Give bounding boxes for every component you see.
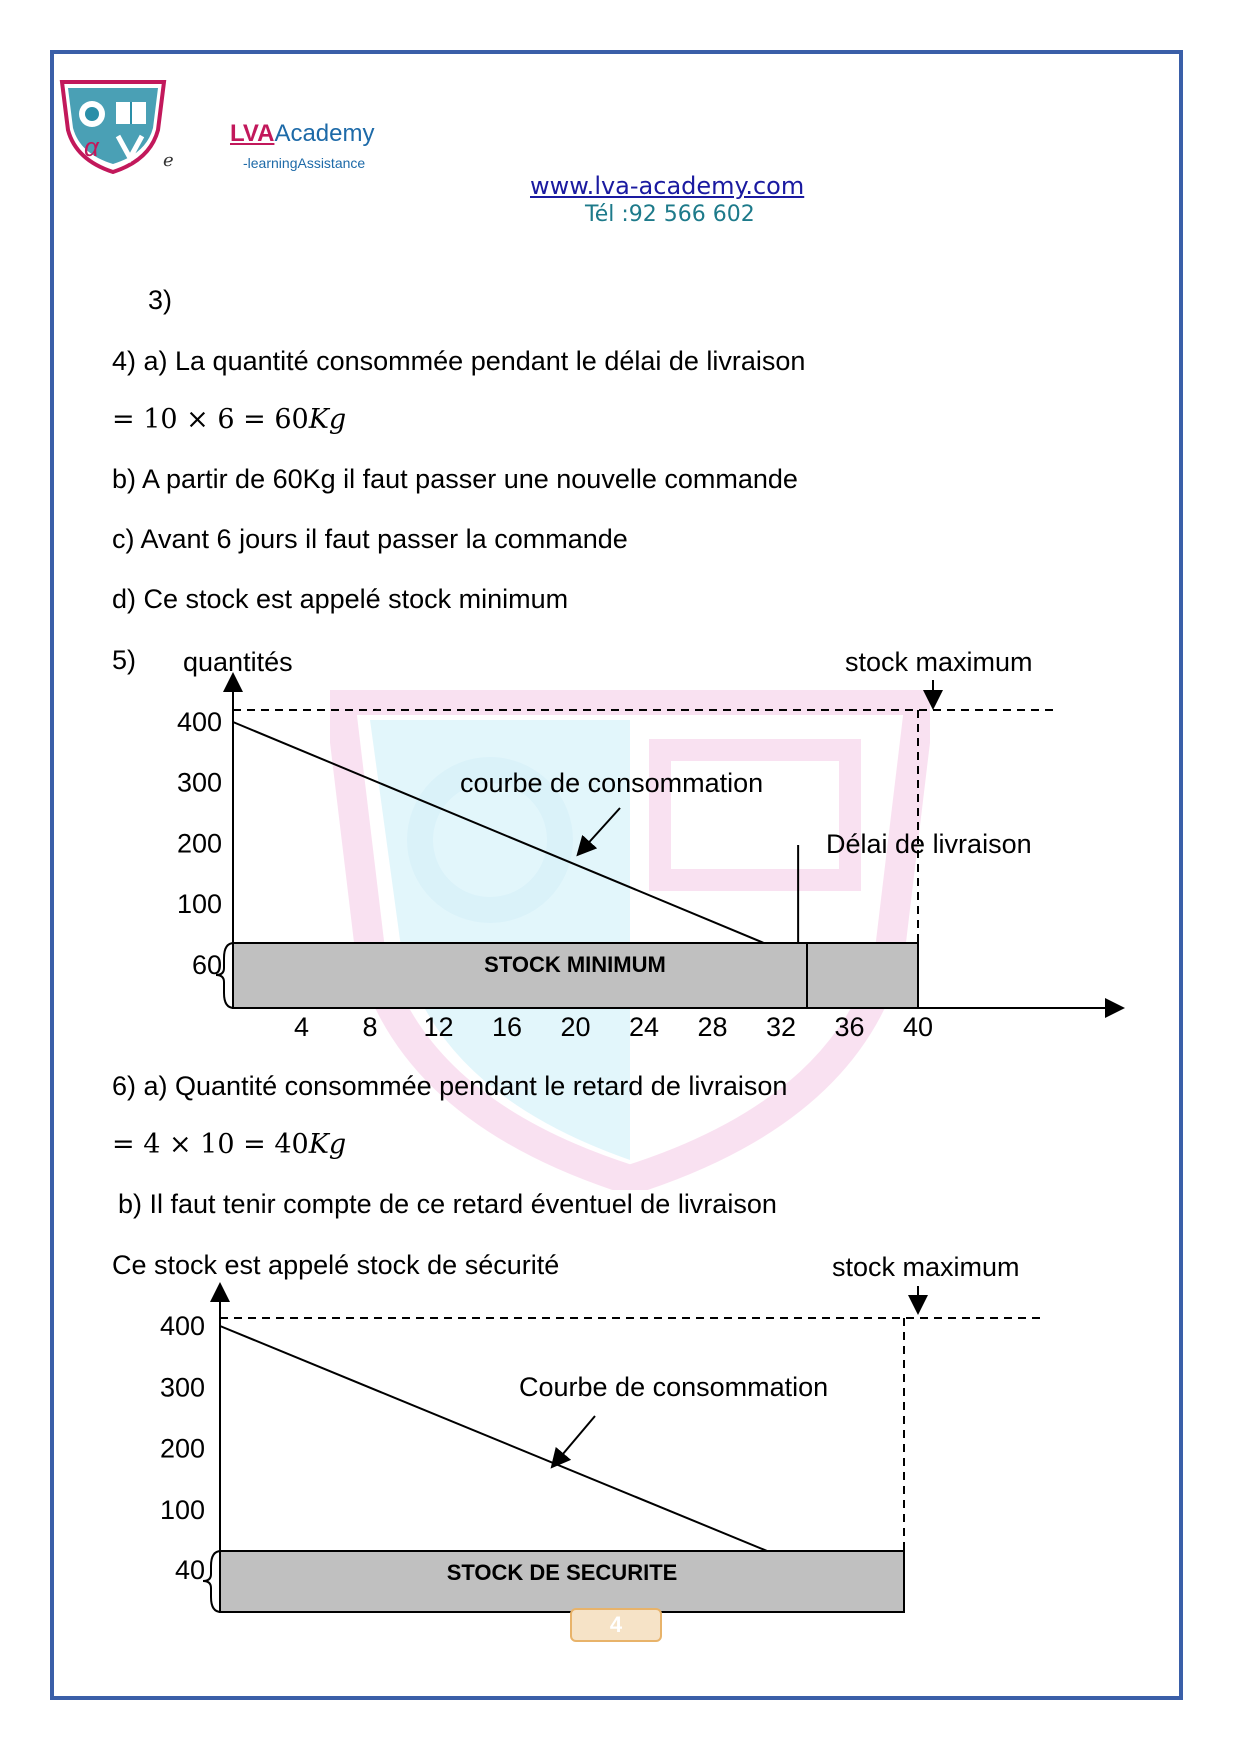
x-tick-label-28: 28 [697, 1012, 728, 1042]
chart1-delay-label: Délai de livraison [826, 829, 1032, 859]
x-tick-label-36: 36 [834, 1012, 865, 1042]
question-6a-text: 6) a) Quantité consommée pendant le retard de livraison [112, 1071, 788, 1101]
y-tick-label-400: 400 [176, 707, 222, 737]
y-tick-label-300: 300 [159, 1372, 205, 1403]
question-6a-equation: = 4 × 10 = 40Kg [112, 1129, 347, 1160]
y-tick-label-100: 100 [176, 889, 222, 919]
x-tick-label-8: 8 [362, 1012, 378, 1042]
y-tick-label-200: 200 [159, 1433, 205, 1464]
svg-text:α: α [84, 132, 99, 162]
x-tick-label-12: 12 [423, 1012, 454, 1042]
question-4b-text: b) A partir de 60Kg il faut passer une nouvelle commande [112, 464, 798, 494]
x-tick-label-16: 16 [491, 1012, 523, 1042]
chart2-curve-label: Courbe de consommation [519, 1372, 829, 1402]
brand-tagline: -learningAssistance [243, 155, 366, 171]
x-tick-label-20: 20 [560, 1012, 591, 1042]
y-tick-label-400: 400 [159, 1311, 205, 1341]
question-3-label: 3) [148, 285, 173, 315]
x-tick-label-4: 4 [293, 1012, 310, 1042]
phone-number: Tél :92 566 602 [585, 202, 755, 227]
question-4c-text: c) Avant 6 jours il faut passer la commande [112, 524, 628, 554]
question-4a-equation: = 10 × 6 = 60Kg [112, 404, 347, 435]
chart1-ylabel: quantités [183, 647, 293, 677]
question-6-conclusion: Ce stock est appelé stock de sécurité [112, 1250, 560, 1280]
y-tick-label-60: 60 [191, 950, 222, 980]
chart2-band-label: STOCK DE SECURITE [446, 1560, 678, 1585]
chart2-brace [203, 1551, 221, 1612]
website-link[interactable]: www.lva-academy.com [530, 172, 805, 200]
chart2-max-label: stock maximum [832, 1252, 1020, 1282]
page-number-badge: 4 [570, 1608, 662, 1642]
chart2-consumption-line [220, 1326, 767, 1551]
x-tick-label-40: 40 [902, 1012, 934, 1042]
chart1-band-label: STOCK MINIMUM [484, 952, 666, 977]
chart2-curve-arrow [557, 1416, 595, 1461]
y-tick-label-300: 300 [176, 767, 222, 798]
question-4d-text: d) Ce stock est appelé stock minimum [112, 584, 569, 614]
y-tick-label-40: 40 [174, 1555, 205, 1585]
x-tick-label-32: 32 [765, 1012, 797, 1042]
question-6b-text: b) Il faut tenir compte de ce retard éventuel de livraison [118, 1189, 777, 1219]
chart2-y-ticks [160, 1311, 205, 1585]
question-4a-text: 4) a) La quantité consommée pendant le délai de livraison [112, 346, 806, 376]
y-tick-label-200: 200 [176, 828, 222, 859]
x-tick-label-24: 24 [628, 1012, 660, 1042]
question-5-label: 5) [112, 645, 137, 675]
logo-e-letter: e [163, 150, 174, 171]
brand-name: LVAAcademy [230, 120, 375, 147]
y-tick-label-100: 100 [159, 1495, 205, 1525]
chart1-max-label: stock maximum [845, 647, 1033, 677]
chart1-curve-label: courbe de consommation [460, 768, 764, 798]
